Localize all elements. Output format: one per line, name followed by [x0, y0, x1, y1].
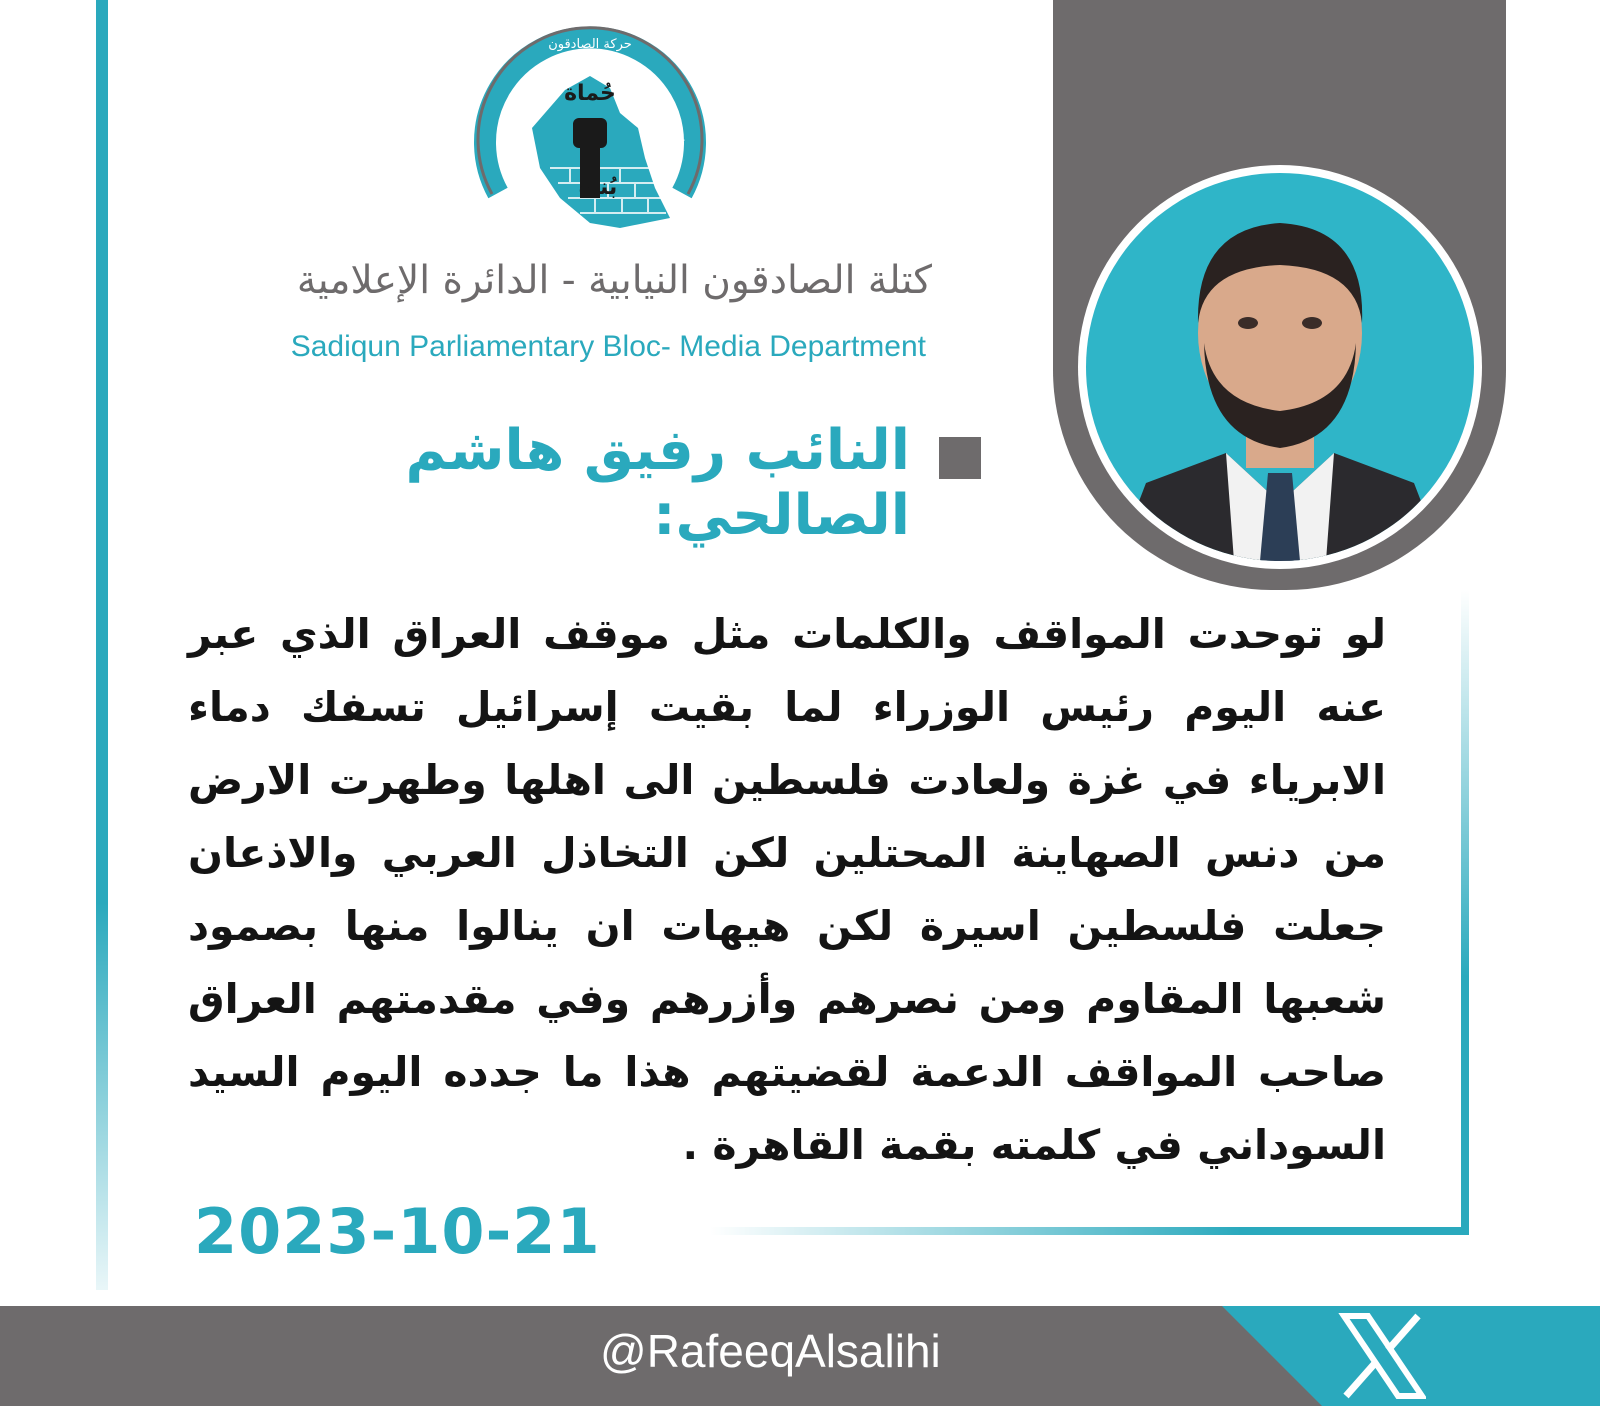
logo-word-bottom: بُناة: [578, 175, 618, 200]
title-bullet-square: [939, 437, 981, 479]
statement-text: لو توحدت المواقف والكلمات مثل موقف العراق الذي عبر عنه اليوم رئيس الوزراء لما بقيت إسرائيل تسفك دماء الابرياء في غزة ولعادت فلسطين الى اهلها وطهرت الارض من دنس الصهاينة المحتلين لكن التخاذل العربي والاذعان جعلت فلسطين اسيرة لكن هيهات ان ينالوا منها بصمود شعبها المقاوم ومن نصرهم وأزرهم وفي مقدمتهم العراق صاحب المواقف الدعمة لقضيتهم هذا ما جدده اليوم السيد السوداني في كلمته بقمة القاهرة .: [188, 610, 1386, 1169]
logo-right-text: الله اكبر: [663, 109, 686, 145]
speaker-title: النائب رفيق هاشم الصالحي:: [405, 418, 910, 548]
x-logo-icon[interactable]: [1338, 1312, 1426, 1400]
bottom-frame-line: [710, 1227, 1469, 1235]
logo-top-text: حركة الصادقون: [548, 37, 632, 52]
social-handle[interactable]: @RafeeqAlsalihi: [600, 1325, 941, 1377]
right-frame-line: [1461, 590, 1469, 1235]
organization-name-english: Sadiqun Parliamentary Bloc- Media Department: [290, 330, 926, 363]
statement-date: 2023-10-21: [194, 1195, 601, 1268]
speaker-photo: [1078, 165, 1482, 569]
organization-name-arabic: كتلة الصادقون النيابية - الدائرة الإعلامية: [296, 258, 932, 303]
left-accent-bar: [96, 0, 108, 1290]
logo-word-top: حُماة: [564, 81, 616, 106]
sadiqun-logo: [470, 18, 710, 246]
logo-left-text: الله اكبر: [494, 109, 517, 145]
